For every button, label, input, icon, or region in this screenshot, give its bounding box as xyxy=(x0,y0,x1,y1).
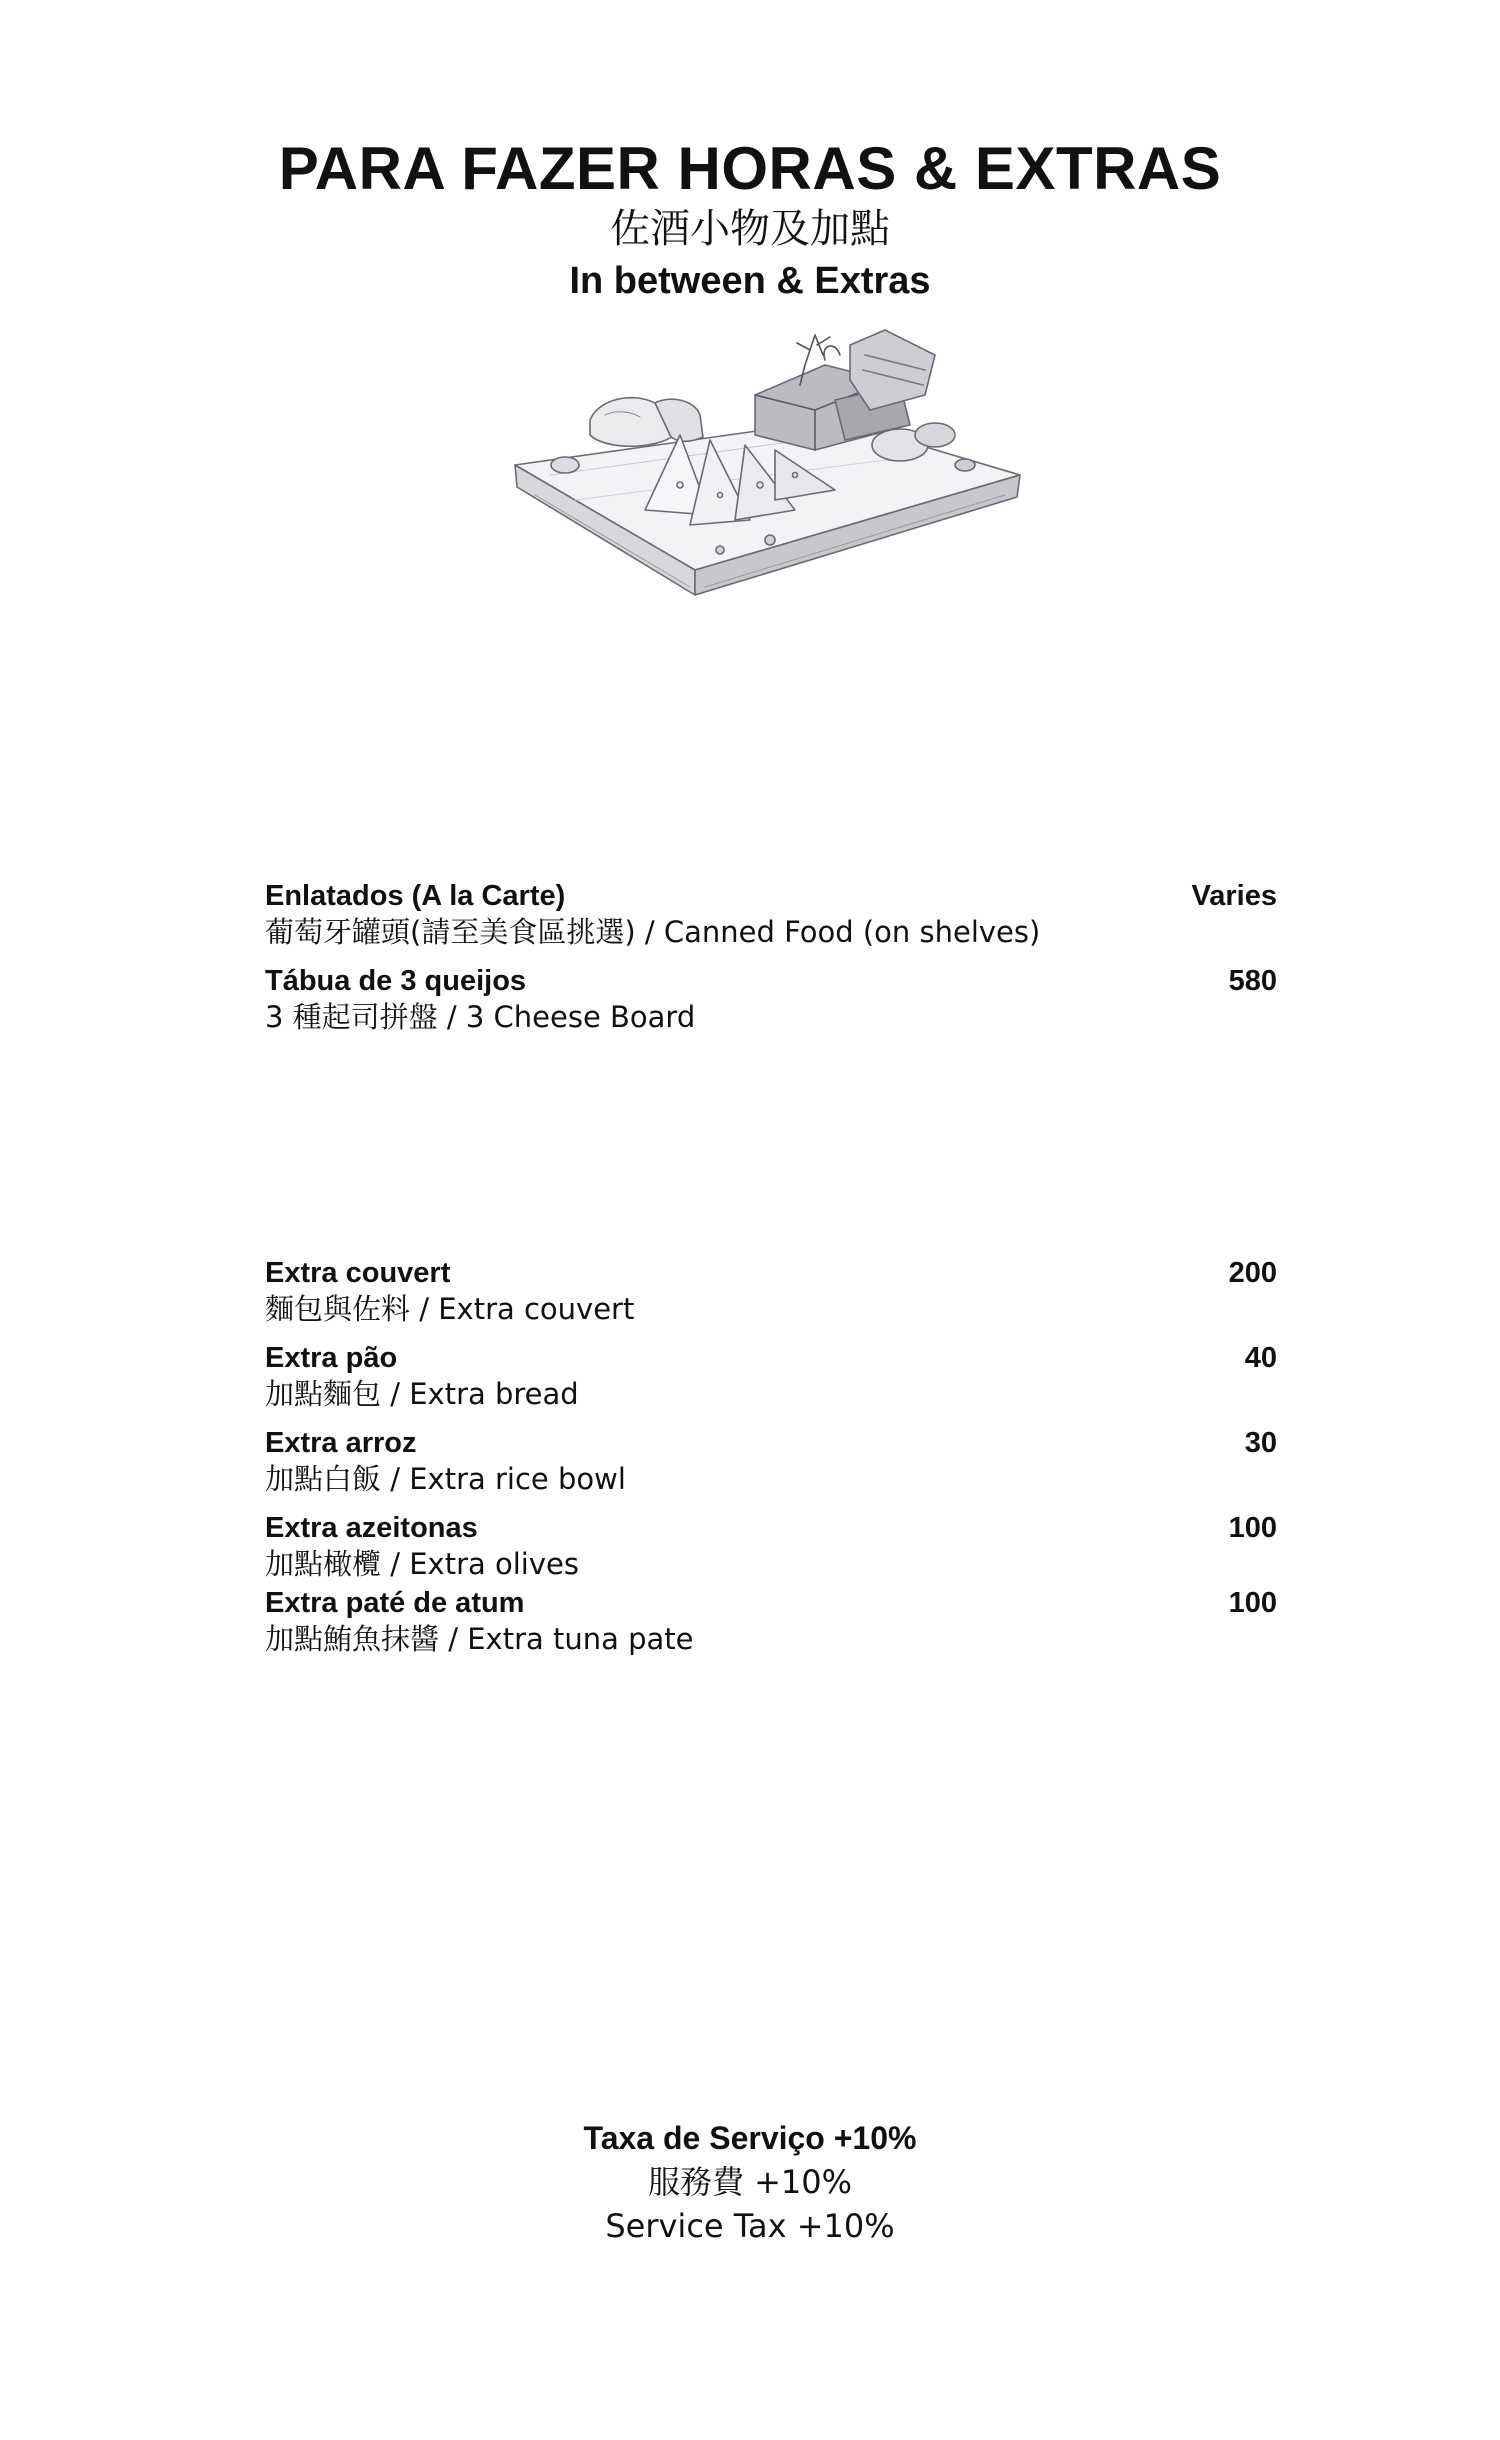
menu-item-description: 加點白飯 / Extra rice bowl xyxy=(265,1462,626,1496)
service-tax-english: Service Tax +10% xyxy=(605,2207,895,2245)
menu-item-price: 200 xyxy=(1228,1257,1277,1289)
menu-item-description: 麵包與佐料 / Extra couvert xyxy=(265,1292,635,1326)
menu-item-price: 100 xyxy=(1228,1512,1277,1544)
menu-item-description: 3 種起司拼盤 / 3 Cheese Board xyxy=(265,1000,696,1034)
menu-item-description: 加點鮪魚抹醬 / Extra tuna pate xyxy=(265,1622,694,1656)
menu-item-name: Tábua de 3 queijos xyxy=(265,965,527,997)
menu-item-price: 40 xyxy=(1244,1342,1277,1374)
menu-item-name: Extra paté de atum xyxy=(265,1587,525,1619)
page-title: PARA FAZER HORAS & EXTRAS xyxy=(278,135,1222,202)
menu-item-name: Extra pão xyxy=(265,1342,398,1374)
menu-item-name: Extra couvert xyxy=(265,1257,451,1289)
page-subtitle-english: In between & Extras xyxy=(569,260,931,302)
menu-item-price: Varies xyxy=(1191,880,1277,912)
service-tax-portuguese: Taxa de Serviço +10% xyxy=(583,2120,917,2156)
menu-item-description: 葡萄牙罐頭(請至美食區挑選) / Canned Food (on shelves) xyxy=(265,915,1041,949)
menu-item-price: 100 xyxy=(1228,1587,1277,1619)
menu-item-description: 加點麵包 / Extra bread xyxy=(265,1377,579,1411)
page-subtitle-chinese: 佐酒小物及加點 xyxy=(610,206,890,252)
cheese-board-sketch-icon xyxy=(505,325,1025,645)
menu-item-price: 580 xyxy=(1228,965,1277,997)
menu-item-name: Extra arroz xyxy=(265,1427,417,1459)
menu-item-name: Enlatados (A la Carte) xyxy=(265,880,566,912)
menu-item-description: 加點橄欖 / Extra olives xyxy=(265,1547,579,1581)
menu-item-name: Extra azeitonas xyxy=(265,1512,478,1544)
service-tax-chinese: 服務費 +10% xyxy=(647,2163,853,2201)
menu-item-price: 30 xyxy=(1244,1427,1277,1459)
